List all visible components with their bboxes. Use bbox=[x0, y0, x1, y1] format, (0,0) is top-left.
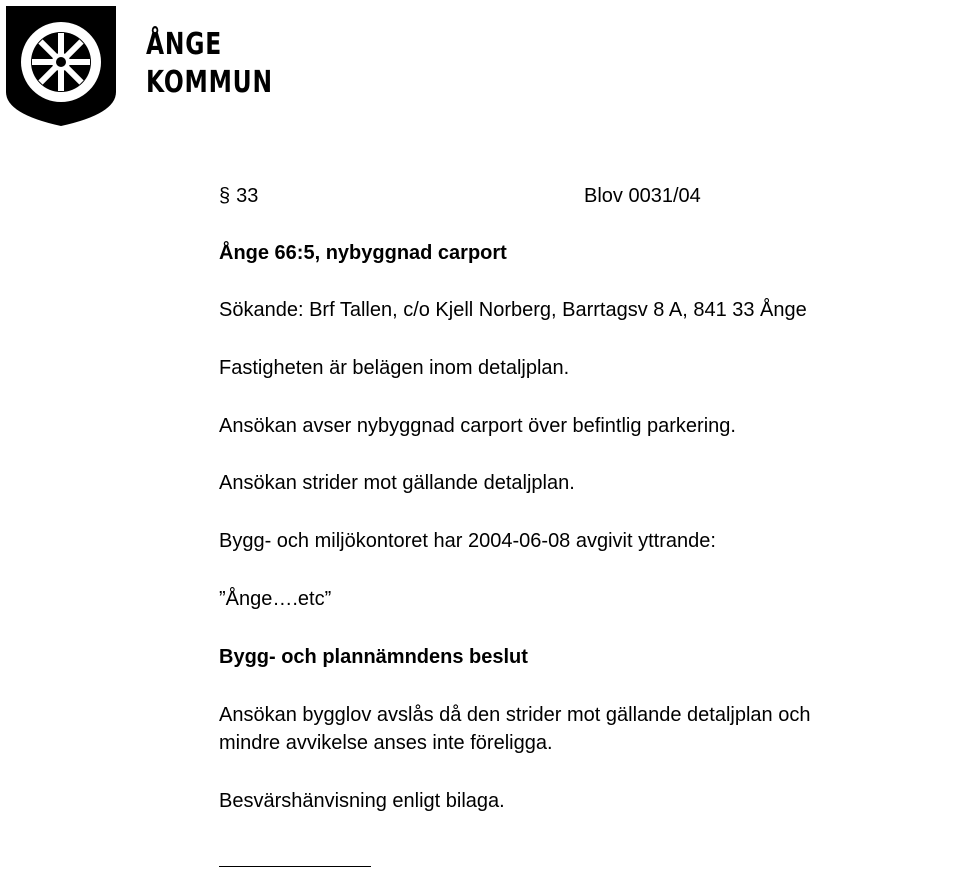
logo-line-1: ÅNGE bbox=[146, 27, 223, 62]
applicant-line: Sökande: Brf Tallen, c/o Kjell Norberg, Barrtagsv 8 A, 841 33 Ånge bbox=[219, 299, 807, 321]
municipality-logo bbox=[0, 0, 273, 135]
case-title: Ånge 66:5, nybyggnad carport bbox=[219, 242, 507, 264]
decision-heading: Bygg- och plannämndens beslut bbox=[219, 646, 528, 668]
conflict-line: Ansökan strider mot gällande detaljplan. bbox=[219, 472, 575, 494]
statement-intro: Bygg- och miljökontoret har 2004-06-08 avgivit yttrande: bbox=[219, 530, 716, 552]
decision-text-line-2: mindre avvikelse anses inte föreligga. bbox=[219, 732, 553, 754]
section-sign: § bbox=[219, 185, 231, 207]
decision-text-line-1: Ansökan bygglov avslås då den strider mot gällande detaljplan och bbox=[219, 704, 811, 726]
section-number-value: 33 bbox=[236, 185, 259, 207]
statement-quote: ”Ånge….etc” bbox=[219, 588, 332, 610]
logo-wordmark bbox=[146, 26, 273, 102]
appeal-line: Besvärshänvisning enligt bilaga. bbox=[219, 790, 505, 812]
logo-line-2: KOMMUN bbox=[146, 65, 273, 100]
signature-rule bbox=[219, 866, 371, 867]
location-line: Fastigheten är belägen inom detaljplan. bbox=[219, 357, 570, 379]
scope-line: Ansökan avser nybyggnad carport över befintlig parkering. bbox=[219, 415, 736, 437]
case-reference: Blov 0031/04 bbox=[584, 185, 701, 207]
wheel-emblem-icon bbox=[4, 4, 118, 128]
section-number bbox=[219, 184, 258, 208]
